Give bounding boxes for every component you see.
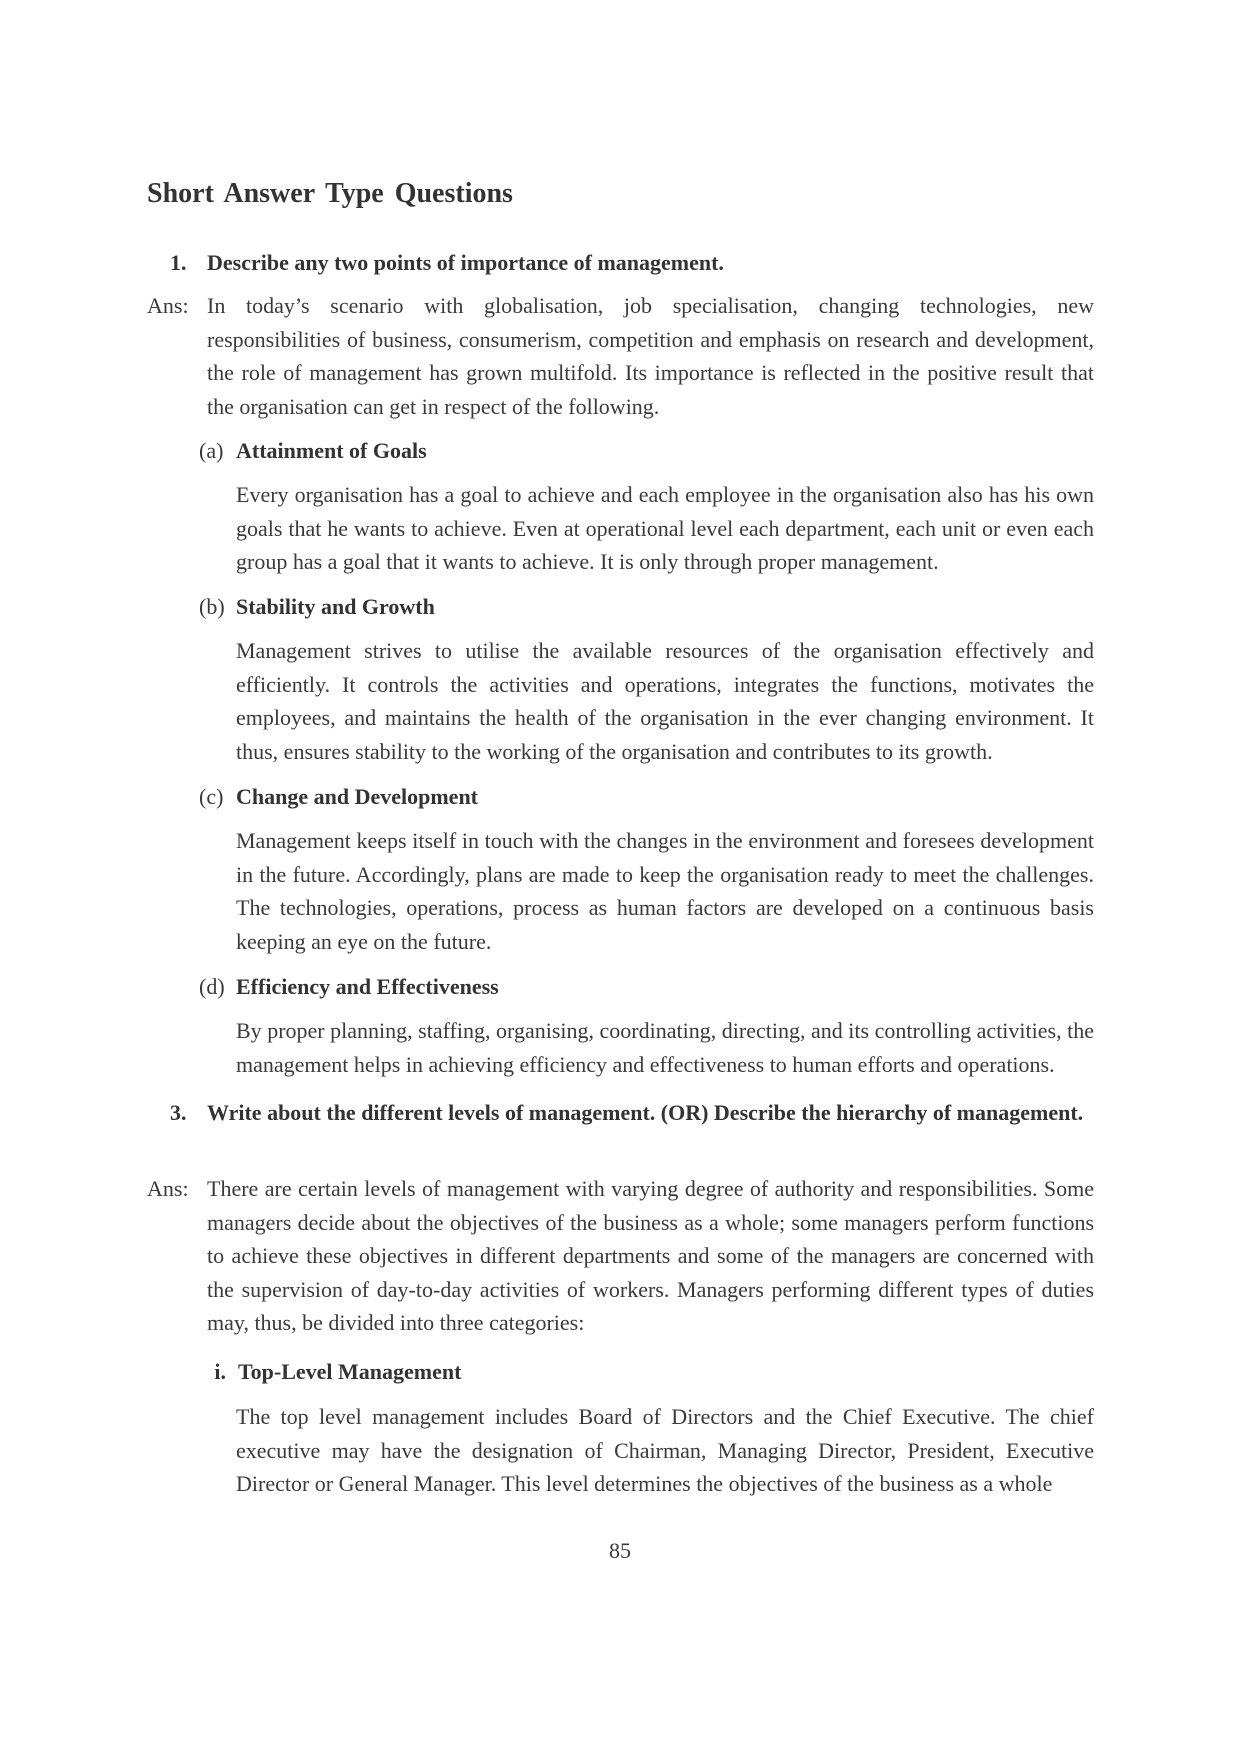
point-paragraph-c: Management keeps itself in touch with the changes in the environment and foresees development in the future. Accordingly, plans are made to keep the organisation ready to meet the challenges. The technologies, operations, process as human factors are developed on a continuous basis keeping an eye on the future. [236,828,1094,954]
answer-3 [147,1172,1094,1340]
question-text: Write about the different levels of management. (OR) Describe the hierarchy of management. [207,1100,1084,1125]
page-number: 85 [609,1538,631,1563]
point-mark: (d) [199,974,225,999]
question-3 [170,1096,1094,1129]
point-mark: i. [214,1359,226,1384]
point-heading-text: Top-Level Management [238,1359,462,1384]
point-heading-text: Change and Development [236,784,479,809]
answer-1 [147,289,1094,423]
point-paragraph-b: Management strives to utilise the available resources of the organisation effectively and efficiently. It controls the activities and operations, integrates the functions, motivates the employees, and maintains the health of the organisation in the ever changing environment. It thus, ensures stability to the working of the organisation and contributes to its growth. [236,638,1094,764]
point-heading-d [199,970,499,1003]
point-heading-a [199,434,427,467]
question-number: 1. [170,250,187,275]
answer-label: Ans: [147,293,189,318]
point-mark: (a) [199,438,224,463]
answer-label: Ans: [147,1176,189,1201]
point-paragraph-d: By proper planning, staffing, organising, coordinating, directing, and its controlling activities, the management helps in achieving efficiency and effectiveness to human efforts and operations. [236,1018,1094,1077]
point-mark: (c) [199,784,224,809]
point-heading-i [199,1355,461,1388]
point-heading-text: Stability and Growth [236,594,435,619]
point-heading-c [199,780,478,813]
point-paragraph-i: The top level management includes Board of Directors and the Chief Executive. The chief executive may have the designation of Chairman, Managing Director, President, Executive Director or General Manager. This level determines the objectives of the business as a whole [236,1404,1094,1496]
question-text: Describe any two points of importance of management. [207,250,724,275]
question-number: 3. [170,1100,187,1125]
point-paragraph-a: Every organisation has a goal to achieve and each employee in the organisation also has his own goals that he wants to achieve. Even at operational level each department, each unit or even each group has a goal that it wants to achieve. It is only through proper management. [236,482,1094,574]
answer-text: In today’s scenario with globalisation, job specialisation, changing technologies, new responsibilities of business, consumerism, competition and emphasis on research and development, the role of management has grown multifold. Its importance is reflected in the positive result that the organisation can get in respect of the following. [207,293,1094,419]
point-heading-text: Efficiency and Effectiveness [236,974,499,999]
section-title: Short Answer Type Questions [147,178,513,209]
point-heading-b [199,590,435,623]
question-1 [170,246,1094,279]
answer-text: There are certain levels of management with varying degree of authority and responsibilities. Some managers decide about the objectives of the business as a whole; some managers perform functions to achieve these objectives in different departments and some of the managers are concerned with the supervision of day-to-day activities of workers. Managers performing different types of duties may, thus, be divided into three categories: [207,1176,1094,1335]
point-mark: (b) [199,594,225,619]
point-heading-text: Attainment of Goals [236,438,427,463]
